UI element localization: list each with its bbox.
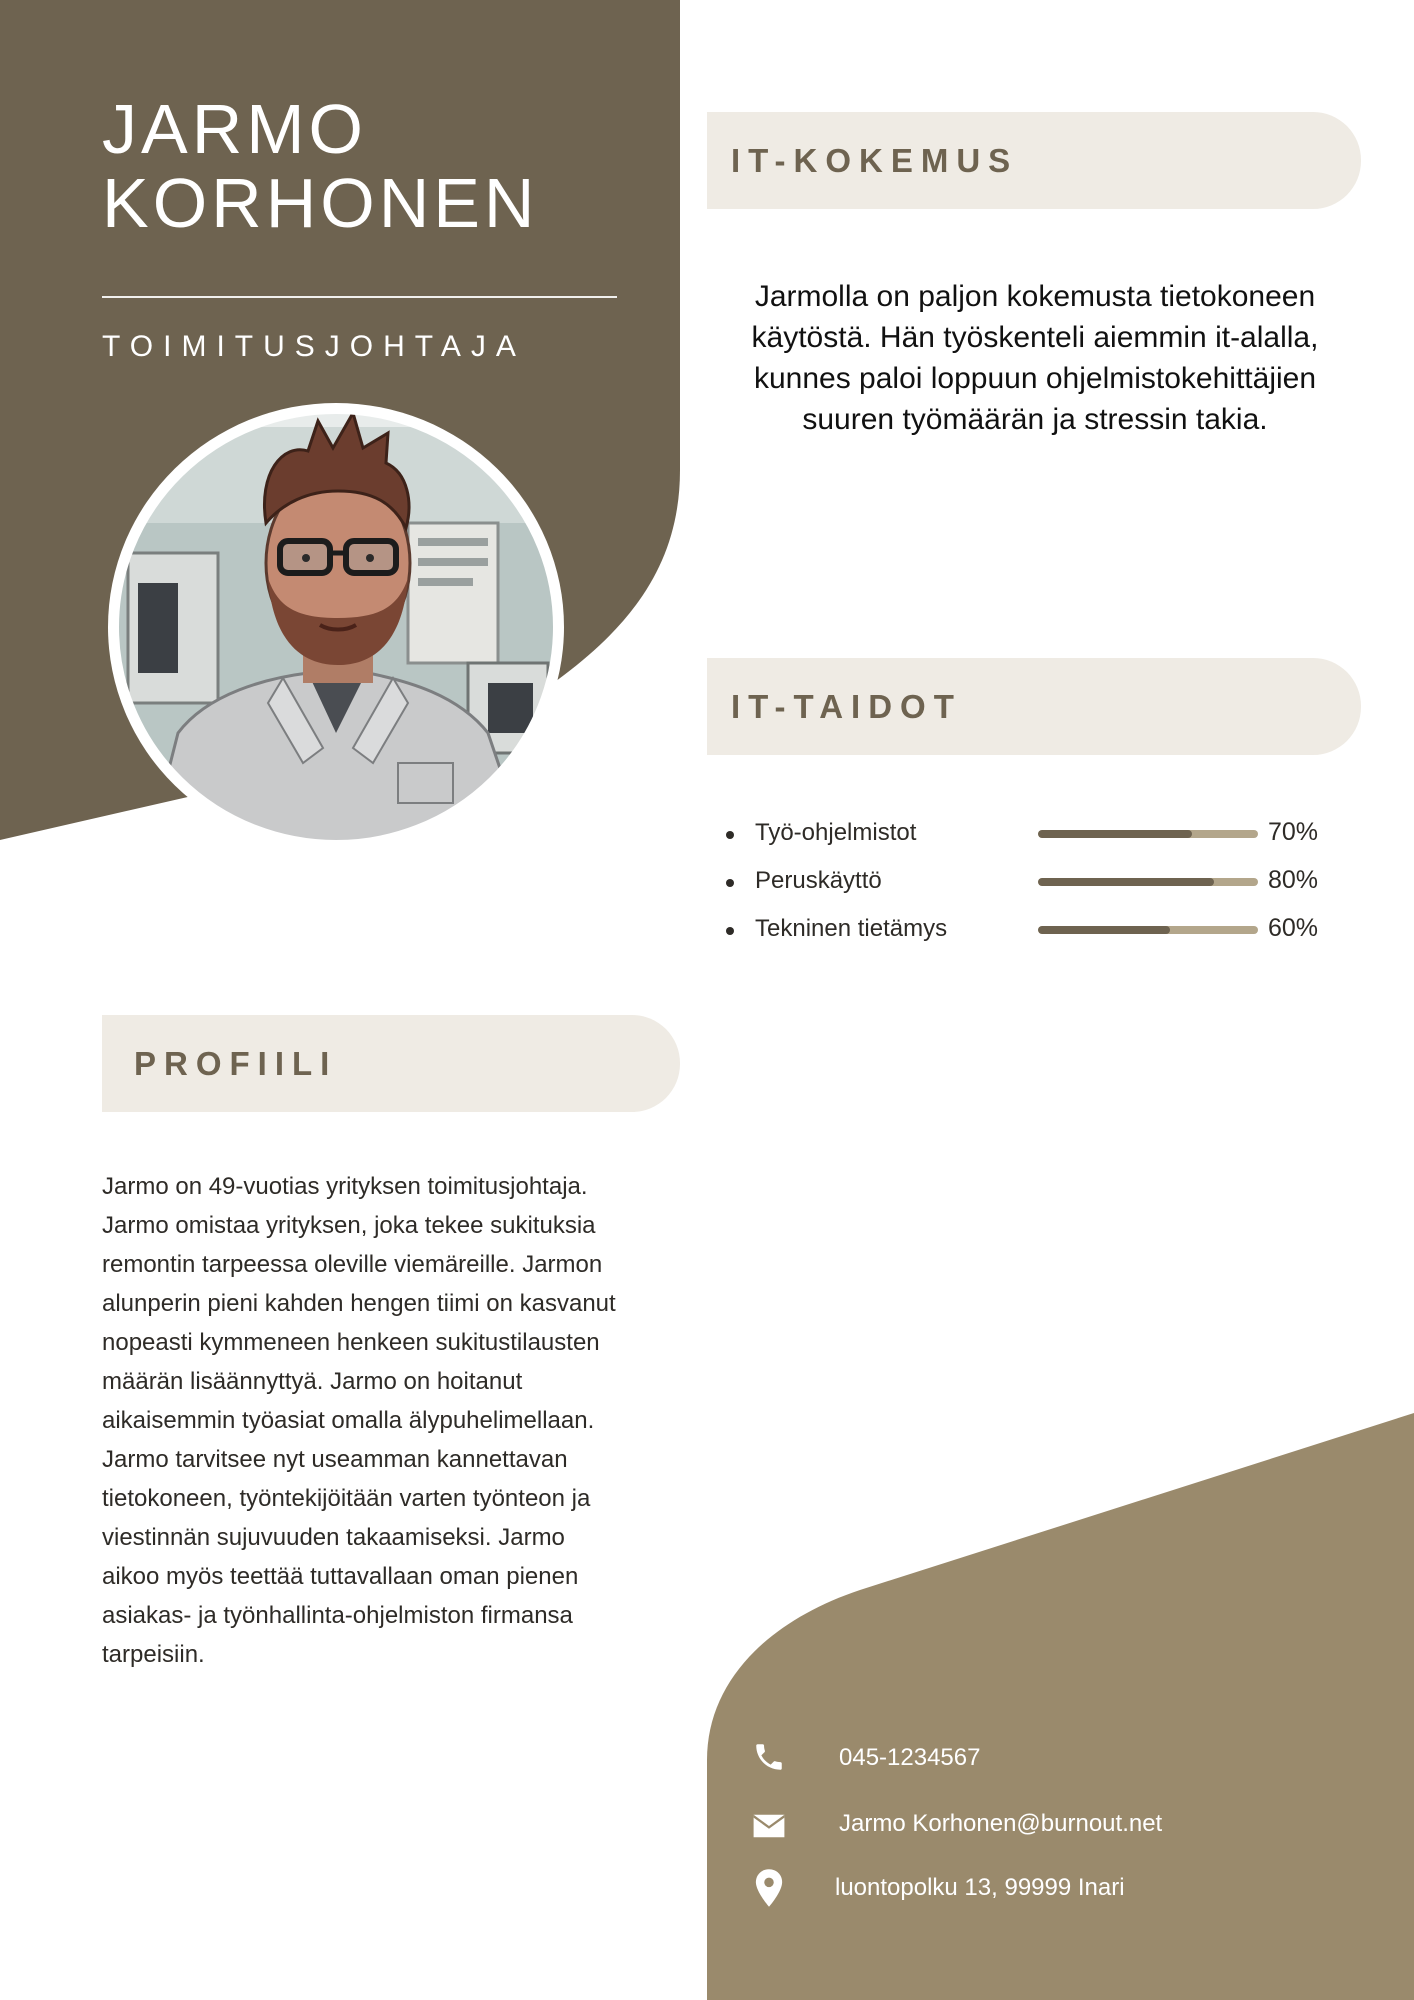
skill-bar xyxy=(1038,830,1258,838)
skill-bar-fill xyxy=(1038,878,1214,886)
email-address[interactable]: Jarmo Korhonen@burnout.net xyxy=(839,1810,1163,1837)
skill-item xyxy=(720,816,1360,864)
profile-photo xyxy=(108,403,564,851)
bullet-icon xyxy=(726,879,734,887)
name-last: KORHONEN xyxy=(102,164,539,242)
street-address: luontopolku 13, 99999 Inari xyxy=(835,1874,1125,1901)
skill-label: Tekninen tietämys xyxy=(755,915,948,942)
skill-label: Peruskäyttö xyxy=(755,867,882,894)
contact-tan-shape xyxy=(707,1413,1414,2000)
portrait-illustration xyxy=(108,403,564,851)
skills-list xyxy=(720,816,1360,960)
experience-heading: IT-KOKEMUS xyxy=(731,141,1019,179)
bullet-icon xyxy=(726,927,734,935)
contact-email xyxy=(752,1804,1312,1844)
skill-percent: 70% xyxy=(1268,818,1319,846)
section-heading-skills xyxy=(707,658,1361,755)
contact-address xyxy=(752,1866,1312,1910)
skill-bar-fill xyxy=(1038,926,1170,934)
name-first: JARMO xyxy=(102,90,367,168)
skill-percent: 60% xyxy=(1268,914,1319,942)
skill-percent: 80% xyxy=(1268,866,1319,894)
mail-icon xyxy=(752,1812,786,1840)
profile-heading: PROFIILI xyxy=(134,1044,338,1082)
contact-phone xyxy=(752,1738,1272,1778)
phone-number[interactable]: 045-1234567 xyxy=(839,1744,981,1771)
name-divider xyxy=(102,296,617,298)
skill-bar xyxy=(1038,878,1258,886)
phone-icon xyxy=(752,1740,786,1774)
job-title: TOIMITUSJOHTAJA xyxy=(102,330,526,363)
skill-item xyxy=(720,912,1360,960)
profile-text: Jarmo on 49-vuotias yrityksen toimitusjohtaja. Jarmo omistaa yrityksen, joka tekee sukituksia remontin tarpeessa oleville viemäreille. Jarmon alunperin pieni kahden hengen tiimi on kasvanut nopeasti kymmeneen henkeen sukitustilausten määrän lisäännyttyä. Jarmo on hoitanut aikaisemmin työasiat omalla älypuhelimellaan. Jarmo tarvitsee nyt useamman kannettavan tietokoneen, työntekijöitään varten työnteon ja viestinnän sujuvuuden takaamiseksi. Jarmo aikoo myös teettää tuttavallaan oman pienen asiakas- ja työnhallinta-ohjelmiston firmansa tarpeisiin. xyxy=(102,1173,616,1668)
skill-label: Työ-ohjelmistot xyxy=(755,819,917,846)
section-heading-profile xyxy=(102,1015,680,1112)
location-pin-icon xyxy=(754,1869,784,1907)
person-name xyxy=(102,92,662,240)
skill-item xyxy=(720,864,1360,912)
bullet-icon xyxy=(726,831,734,839)
skills-heading: IT-TAIDOT xyxy=(731,687,962,725)
skill-bar-fill xyxy=(1038,830,1192,838)
section-heading-experience xyxy=(707,112,1361,209)
skill-bar xyxy=(1038,926,1258,934)
experience-text: Jarmolla on paljon kokemusta tietokoneen käytöstä. Hän työskenteli aiemmin it-alalla, kunnes paloi loppuun ohjelmistokehittäjien suuren työmäärän ja stressin takia. xyxy=(751,280,1319,436)
